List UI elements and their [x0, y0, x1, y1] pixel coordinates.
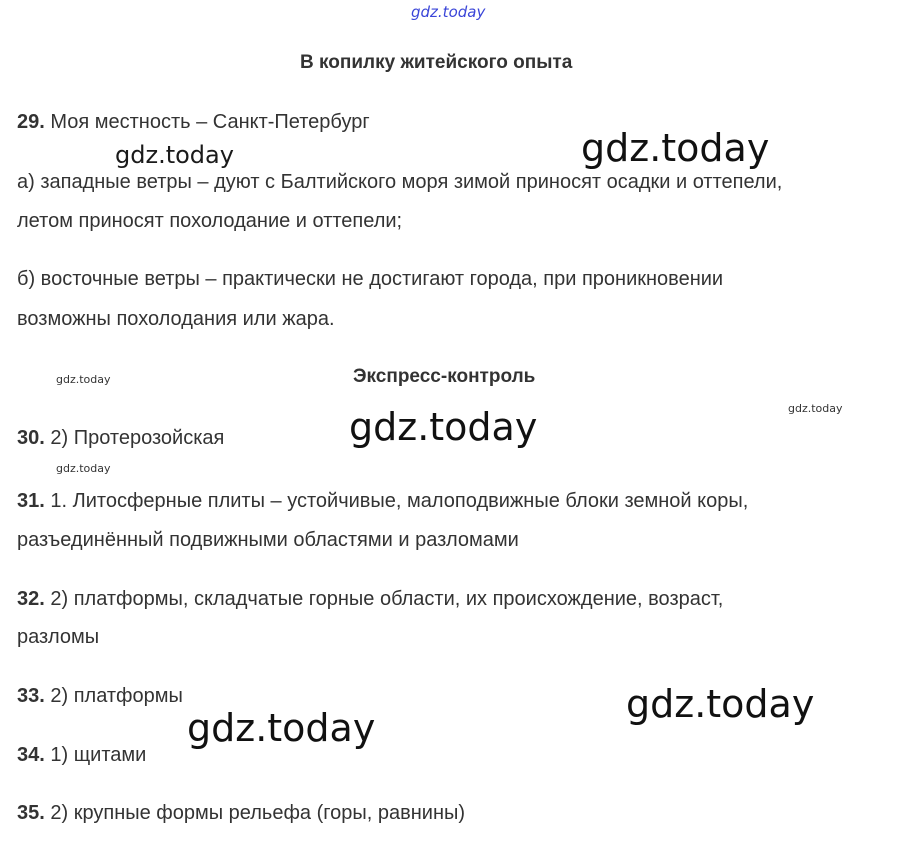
answer-29-a-line2: летом приносят похолодание и оттепели;: [17, 210, 403, 232]
answer-text: 1) щитами: [44, 744, 147, 766]
section-title: В копилку житейского опыта: [300, 52, 573, 73]
watermark-large: gdz.today: [349, 405, 538, 449]
answer-31-line2: разъединённый подвижными областями и разломами: [17, 529, 519, 551]
section-title: Экспресс-контроль: [353, 366, 536, 387]
answer-31-line1: [17, 490, 748, 513]
answer-32-line1: [17, 588, 723, 611]
answer-number: 32.: [17, 588, 45, 610]
answer-number: 29.: [17, 111, 45, 133]
answer-text: Моя местность – Санкт-Петербург: [44, 111, 370, 133]
answer-text: 2) платформы: [44, 685, 183, 707]
watermark-small: gdz.today: [788, 402, 843, 415]
watermark-top: gdz.today: [411, 3, 486, 21]
answer-33: [17, 685, 183, 708]
watermark-large: gdz.today: [581, 126, 770, 170]
answer-29-b-line2: возможны похолодания или жара.: [17, 308, 335, 330]
answer-34: [17, 744, 146, 767]
answer-text: 2) платформы, складчатые горные области, их происхождение, возраст,: [44, 588, 724, 610]
answer-text: 2) Протерозойская: [44, 427, 225, 449]
answer-number: 31.: [17, 490, 45, 512]
answer-text: 1. Литосферные плиты – устойчивые, малоподвижные блоки земной коры,: [44, 490, 749, 512]
answer-number: 33.: [17, 685, 45, 707]
answer-29-a-line1: а) западные ветры – дуют с Балтийского моря зимой приносят осадки и оттепели,: [17, 171, 783, 193]
answer-number: 30.: [17, 427, 45, 449]
watermark-small: gdz.today: [56, 373, 111, 386]
answer-text: 2) крупные формы рельефа (горы, равнины): [44, 802, 466, 824]
answer-29-b-line1: б) восточные ветры – практически не достигают города, при проникновении: [17, 268, 724, 290]
answer-30: [17, 427, 224, 450]
answer-number: 35.: [17, 802, 45, 824]
watermark-large: gdz.today: [626, 682, 815, 726]
watermark-small: gdz.today: [56, 462, 111, 475]
answer-35: [17, 802, 465, 825]
watermark-large: gdz.today: [187, 706, 376, 750]
answer-32-line2: разломы: [17, 626, 100, 648]
answer-29: [17, 111, 370, 134]
answer-number: 34.: [17, 744, 45, 766]
watermark-medium: gdz.today: [115, 141, 234, 169]
